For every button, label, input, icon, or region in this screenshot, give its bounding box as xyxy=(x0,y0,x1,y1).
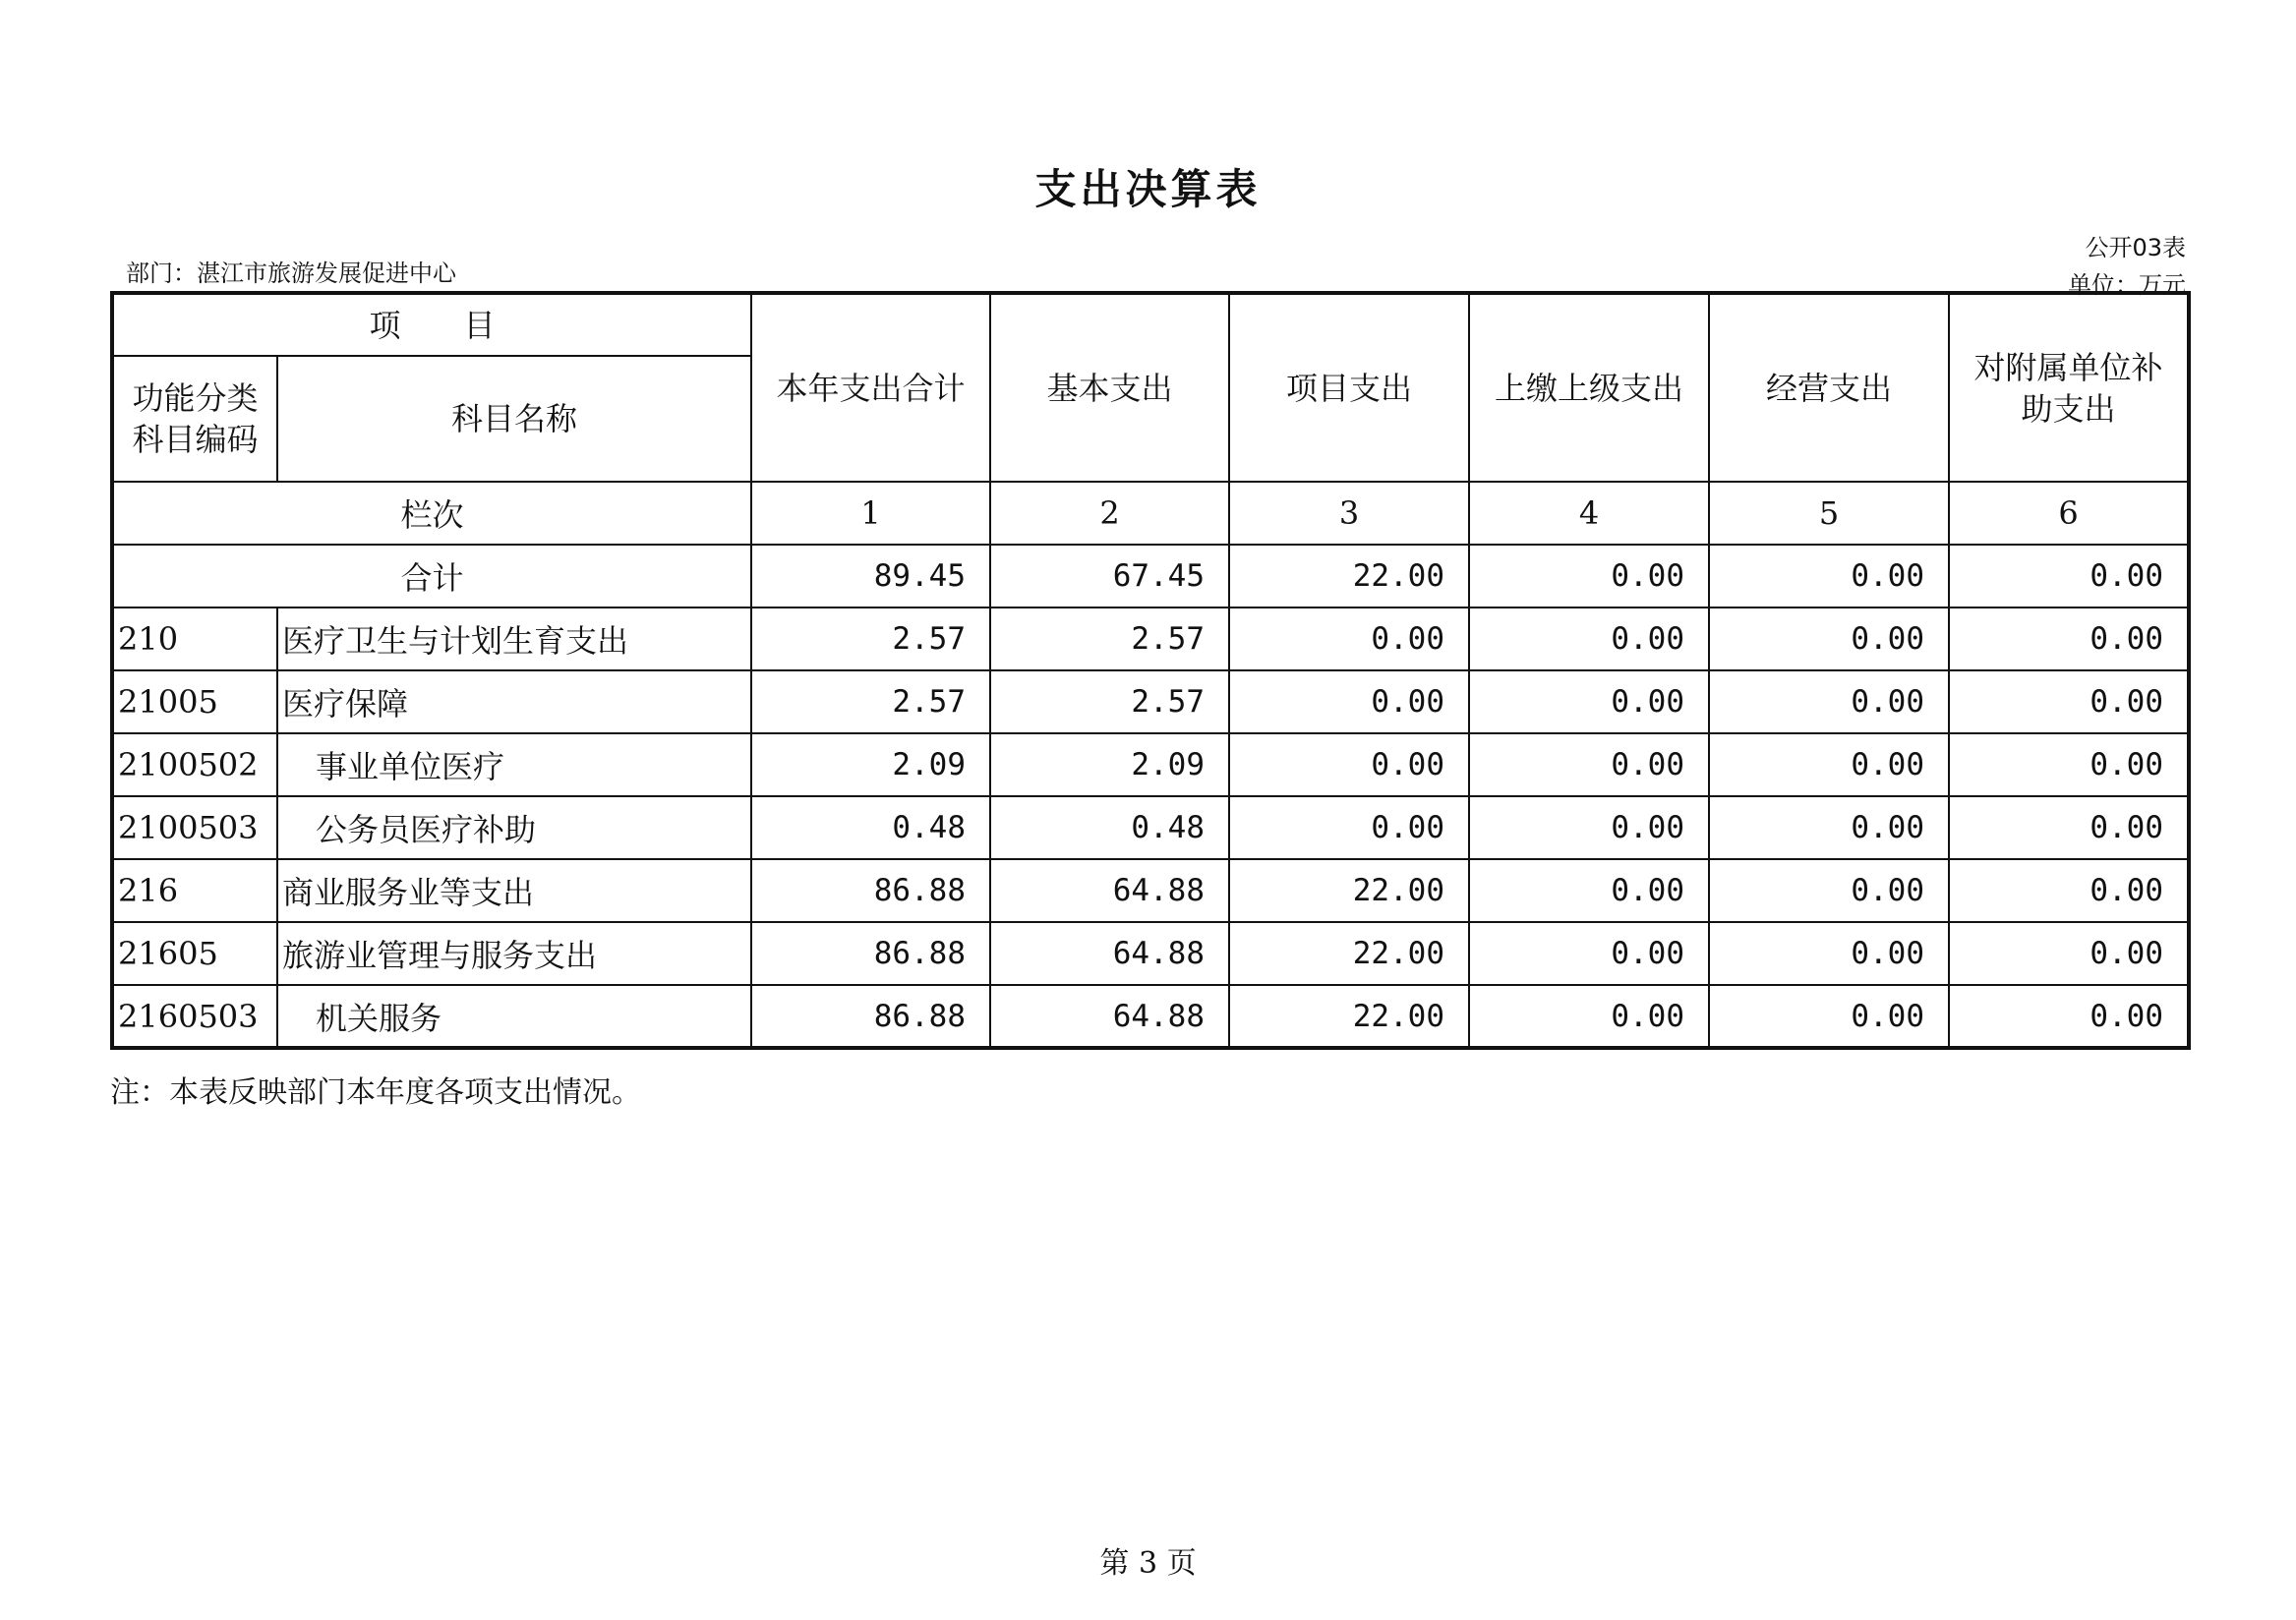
row-value: 0.00 xyxy=(1469,922,1709,985)
table-row xyxy=(112,985,2189,1048)
row-value: 0.00 xyxy=(1469,733,1709,796)
row-value: 0.00 xyxy=(1469,670,1709,733)
row-value: 0.00 xyxy=(1229,733,1469,796)
table-row xyxy=(112,922,2189,985)
table-number: 公开03表 xyxy=(2085,234,2186,261)
row-code: 2160503 xyxy=(112,985,277,1048)
row-value: 22.00 xyxy=(1229,859,1469,922)
total-value: 0.00 xyxy=(1709,545,1949,608)
table-row xyxy=(112,796,2189,859)
page-number: 第 3 页 xyxy=(1099,1546,1197,1581)
row-value: 0.00 xyxy=(1709,922,1949,985)
row-code: 210 xyxy=(112,608,277,670)
total-row xyxy=(112,545,2189,608)
row-name: 机关服务 xyxy=(277,985,751,1048)
department-label: 部门：湛江市旅游发展促进中心 xyxy=(126,260,456,287)
row-value: 2.09 xyxy=(990,733,1229,796)
row-value: 0.00 xyxy=(1709,670,1949,733)
row-code: 2100502 xyxy=(112,733,277,796)
row-value: 0.00 xyxy=(1709,796,1949,859)
total-value: 22.00 xyxy=(1229,545,1469,608)
column-number: 3 xyxy=(1229,482,1469,545)
table-row xyxy=(112,859,2189,922)
unit-label: 单位：万元 xyxy=(2068,271,2186,299)
row-name: 旅游业管理与服务支出 xyxy=(277,922,751,985)
column-number: 5 xyxy=(1709,482,1949,545)
total-label: 合计 xyxy=(112,545,751,608)
row-value: 0.00 xyxy=(1949,922,2189,985)
row-value: 86.88 xyxy=(751,859,990,922)
row-code: 216 xyxy=(112,859,277,922)
table-row xyxy=(112,733,2189,796)
row-value: 0.00 xyxy=(1709,733,1949,796)
table-row xyxy=(112,670,2189,733)
page-title: 支出决算表 xyxy=(1034,165,1262,213)
row-value: 0.00 xyxy=(1469,608,1709,670)
column-number: 1 xyxy=(751,482,990,545)
row-value: 0.00 xyxy=(1709,985,1949,1048)
row-value: 0.00 xyxy=(1949,796,2189,859)
row-value: 0.00 xyxy=(1469,985,1709,1048)
row-code: 21005 xyxy=(112,670,277,733)
row-name: 事业单位医疗 xyxy=(277,733,751,796)
row-code: 2100503 xyxy=(112,796,277,859)
expenditure-table xyxy=(110,291,2191,1050)
total-value: 89.45 xyxy=(751,545,990,608)
table-note: 注：本表反映部门本年度各项支出情况。 xyxy=(110,1075,641,1110)
table-row xyxy=(112,608,2189,670)
row-name: 医疗保障 xyxy=(277,670,751,733)
row-value: 0.00 xyxy=(1229,796,1469,859)
row-value: 86.88 xyxy=(751,922,990,985)
column-number: 6 xyxy=(1949,482,2189,545)
column-number: 4 xyxy=(1469,482,1709,545)
row-value: 0.00 xyxy=(1949,859,2189,922)
row-name: 商业服务业等支出 xyxy=(277,859,751,922)
row-value: 64.88 xyxy=(990,859,1229,922)
row-value: 0.00 xyxy=(1949,733,2189,796)
row-value: 2.57 xyxy=(990,670,1229,733)
row-value: 2.57 xyxy=(990,608,1229,670)
row-value: 0.00 xyxy=(1709,608,1949,670)
row-value: 0.00 xyxy=(1949,670,2189,733)
column-label: 栏次 xyxy=(112,482,751,545)
header-col6: 对附属单位补助支出 xyxy=(1949,293,2189,482)
row-value: 64.88 xyxy=(990,922,1229,985)
header-col2: 基本支出 xyxy=(990,293,1229,482)
row-code: 21605 xyxy=(112,922,277,985)
row-value: 0.00 xyxy=(1469,859,1709,922)
header-col5: 经营支出 xyxy=(1709,293,1949,482)
total-value: 67.45 xyxy=(990,545,1229,608)
row-value: 2.09 xyxy=(751,733,990,796)
row-value: 0.48 xyxy=(751,796,990,859)
total-value: 0.00 xyxy=(1469,545,1709,608)
row-name: 医疗卫生与计划生育支出 xyxy=(277,608,751,670)
row-value: 86.88 xyxy=(751,985,990,1048)
row-value: 0.00 xyxy=(1229,670,1469,733)
header-code: 功能分类科目编码 xyxy=(112,356,277,482)
row-value: 64.88 xyxy=(990,985,1229,1048)
row-value: 2.57 xyxy=(751,670,990,733)
row-value: 0.00 xyxy=(1949,985,2189,1048)
header-name: 科目名称 xyxy=(277,356,751,482)
row-value: 2.57 xyxy=(751,608,990,670)
row-value: 0.00 xyxy=(1229,608,1469,670)
row-value: 0.00 xyxy=(1469,796,1709,859)
header-col1: 本年支出合计 xyxy=(751,293,990,482)
row-value: 22.00 xyxy=(1229,985,1469,1048)
row-name: 公务员医疗补助 xyxy=(277,796,751,859)
header-col3: 项目支出 xyxy=(1229,293,1469,482)
row-value: 22.00 xyxy=(1229,922,1469,985)
row-value: 0.00 xyxy=(1709,859,1949,922)
column-number: 2 xyxy=(990,482,1229,545)
header-item: 项 目 xyxy=(112,293,751,356)
row-value: 0.48 xyxy=(990,796,1229,859)
row-value: 0.00 xyxy=(1949,608,2189,670)
header-col4: 上缴上级支出 xyxy=(1469,293,1709,482)
total-value: 0.00 xyxy=(1949,545,2189,608)
